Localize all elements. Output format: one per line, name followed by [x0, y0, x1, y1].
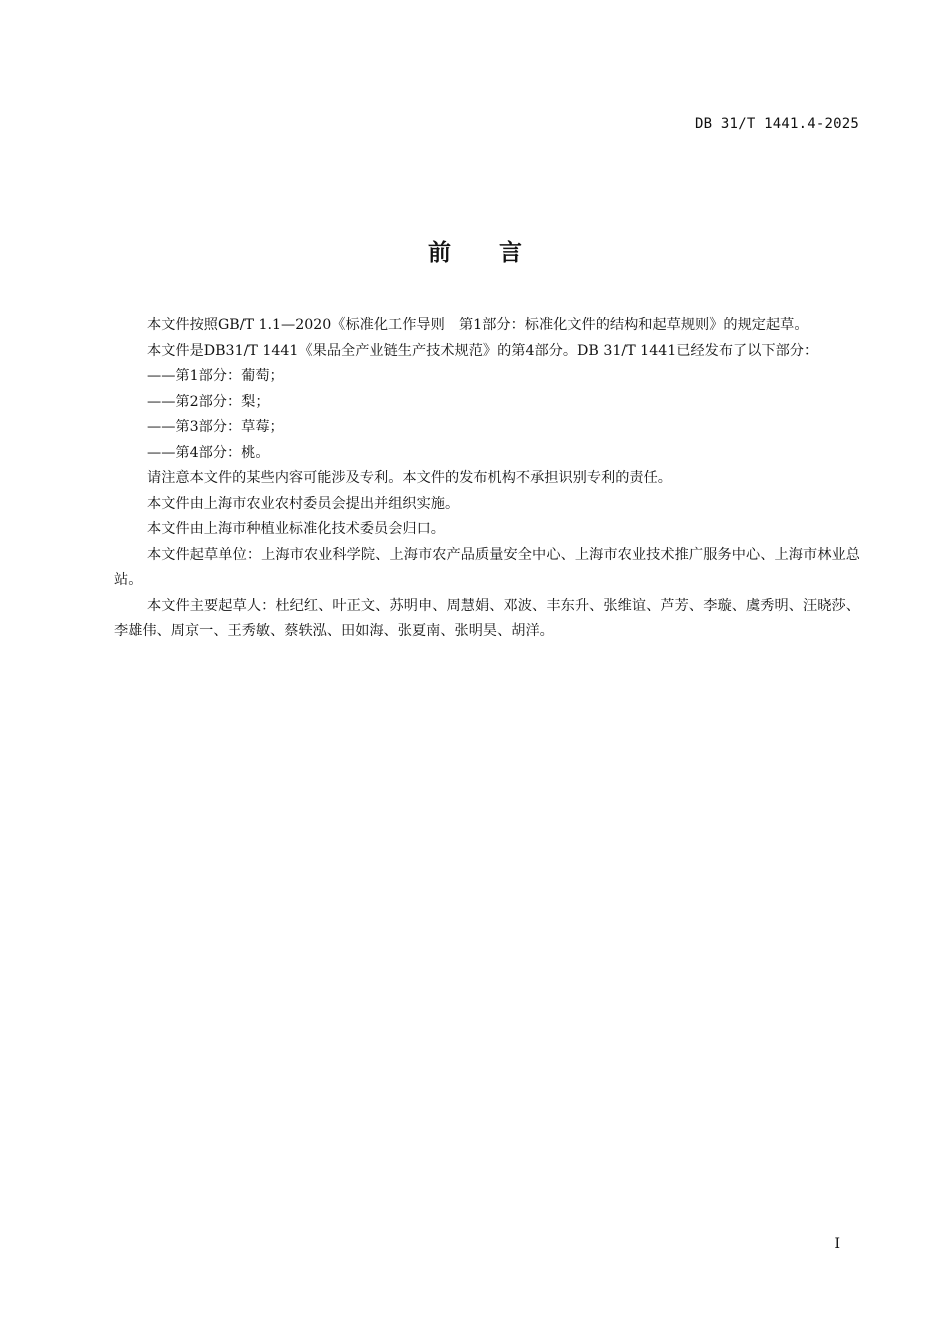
list-item: ——第3部分：草莓；: [147, 419, 284, 435]
paragraph-committee: 本文件由上海市种植业标准化技术委员会归口。: [147, 521, 445, 537]
paragraph-drafting-units: 本文件起草单位：上海市农业科学院、上海市农产品质量安全中心、上海市农业技术推广服务中心、上海市林业总站。: [114, 546, 860, 588]
paragraph-drafting-rules: 本文件按照GB/T 1.1—2020《标准化工作导则 第1部分：标准化文件的结构和起草规则》的规定起草。: [147, 317, 809, 333]
list-item: ——第1部分：葡萄；: [147, 368, 284, 384]
page-number: I: [834, 1236, 840, 1252]
page-title: 前言: [428, 240, 570, 266]
paragraph-proposer: 本文件由上海市农业农村委员会提出并组织实施。: [147, 495, 460, 512]
list-item: ——第4部分：桃。: [147, 444, 270, 461]
foreword-body: [114, 313, 860, 645]
paragraph-drafters: 本文件主要起草人：杜纪红、叶正文、苏明申、周慧娟、邓波、丰东升、张维谊、芦芳、李璇、虞秀明、汪晓莎、李雄伟、周京一、王秀敏、蔡轶泓、田如海、张夏南、张明昊、胡洋。: [114, 597, 860, 639]
paragraph-series-intro: 本文件是DB31/T 1441《果品全产业链生产技术规范》的第4部分。DB 31/T 1441已经发布了以下部分：: [147, 342, 819, 359]
paragraph-patent-notice: 请注意本文件的某些内容可能涉及专利。本文件的发布机构不承担识别专利的责任。: [147, 470, 672, 486]
list-item: ——第2部分：梨；: [147, 393, 270, 410]
document-code: DB 31/T 1441.4-2025: [695, 116, 859, 132]
